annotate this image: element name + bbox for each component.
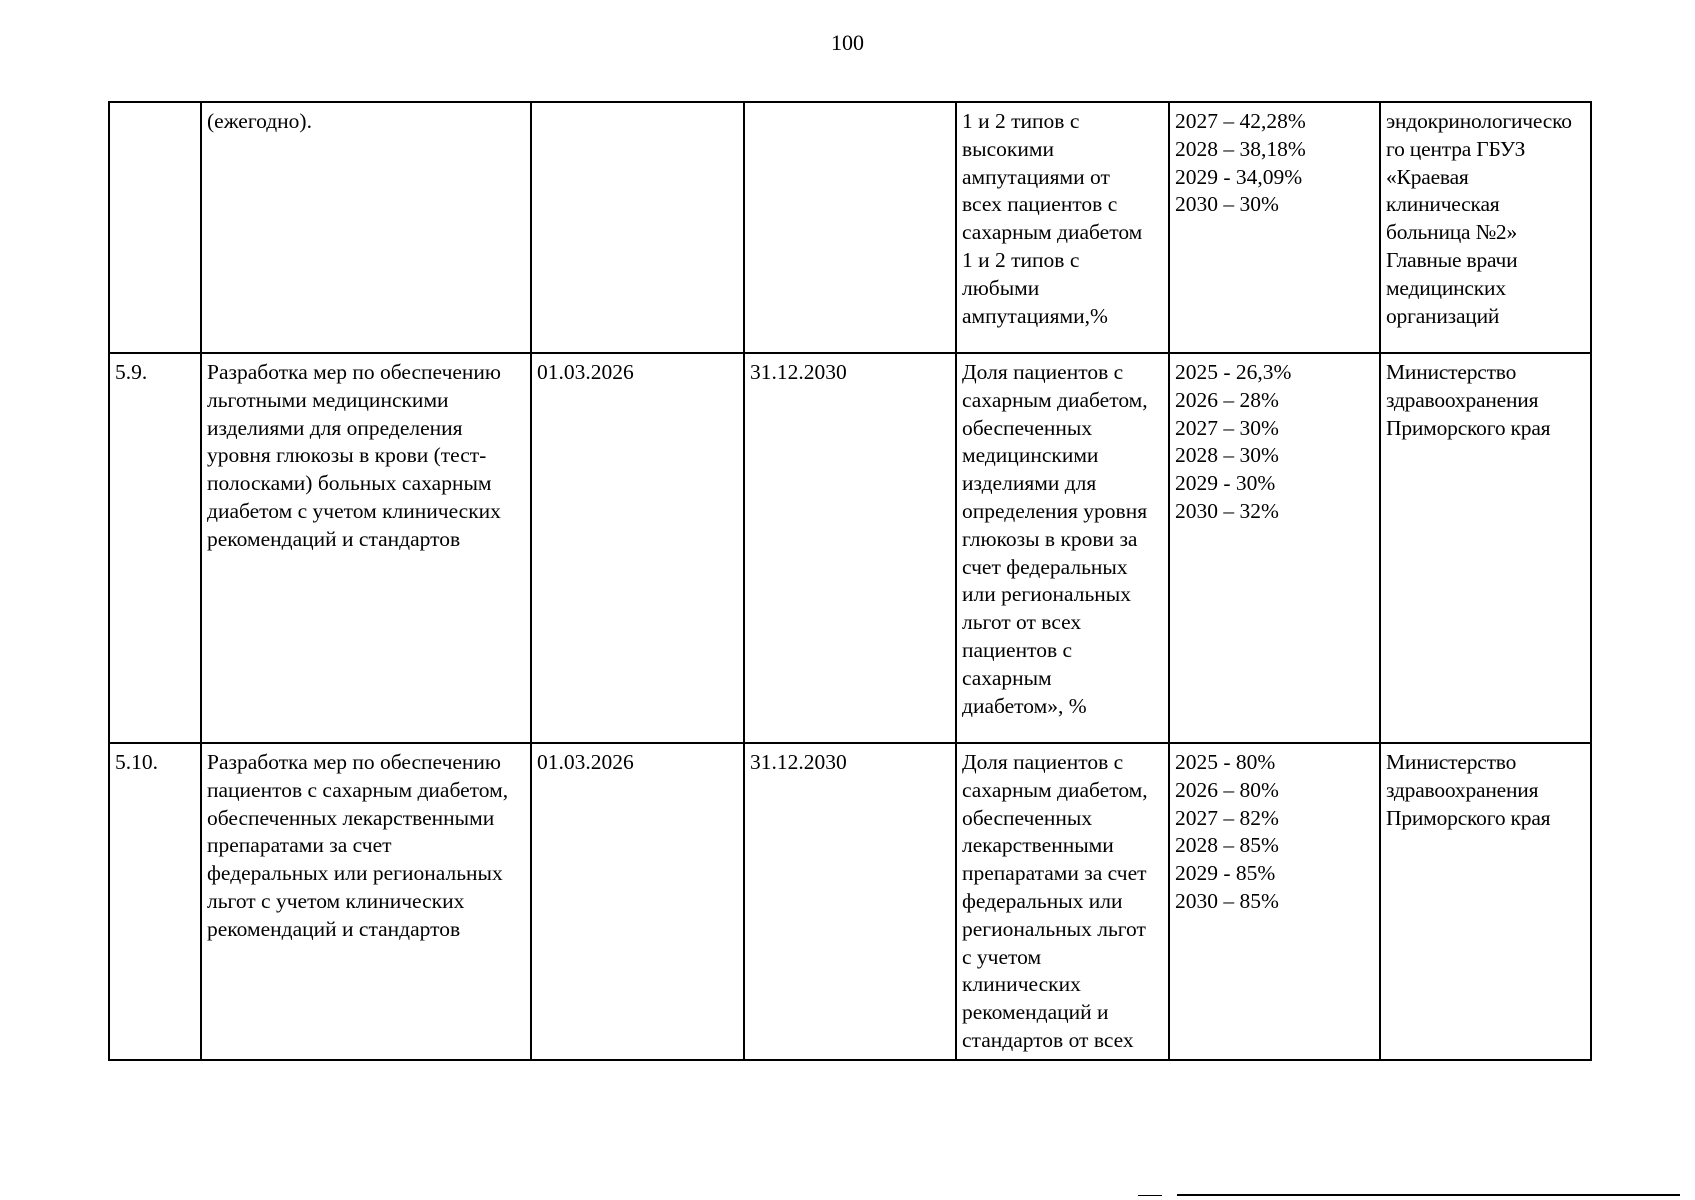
start-date-cell [531,102,744,353]
indicator-cell: Доля пациентов с сахарным диабетом, обеспеченных лекарственными препаратами за счет федеральных или региональных льгот с учетом клинических рекомендаций и стандартов от всех [956,743,1169,1060]
end-date-cell: 31.12.2030 [744,743,956,1060]
indicator-cell: Доля пациентов с сахарным диабетом, обеспеченных медицинскими изделиями для определения уровня глюкозы в крови за счет федеральных или региональных льгот от всех пациентов с сахарным диабетом», % [956,353,1169,743]
footer-rule [1177,1194,1680,1196]
activity-cell: (ежегодно). [201,102,531,353]
table-row [109,743,1591,1060]
footer-dash [1138,1195,1162,1196]
indicator-cell: 1 и 2 типов с высокими ампутациями от всех пациентов с сахарным диабетом 1 и 2 типов с любыми ампутациями,% [956,102,1169,353]
row-number-cell: 5.9. [109,353,201,743]
target-values-cell: 2027 – 42,28% 2028 – 38,18% 2029 - 34,09% 2030 – 30% [1169,102,1380,353]
end-date-cell: 31.12.2030 [744,353,956,743]
responsible-cell: эндокринологическо го центра ГБУЗ «Краевая клиническая больница №2» Главные врачи медицинских организаций [1380,102,1591,353]
activity-cell: Разработка мер по обеспечению пациентов с сахарным диабетом, обеспеченных лекарственными препаратами за счет федеральных или региональных льгот с учетом клинических рекомендаций и стандартов [201,743,531,1060]
page-number: 100 [831,30,864,55]
responsible-cell: Министерство здравоохранения Приморского края [1380,743,1591,1060]
start-date-cell: 01.03.2026 [531,743,744,1060]
target-values-cell: 2025 - 80% 2026 – 80% 2027 – 82% 2028 – 85% 2029 - 85% 2030 – 85% [1169,743,1380,1060]
responsible-cell: Министерство здравоохранения Приморского края [1380,353,1591,743]
start-date-cell: 01.03.2026 [531,353,744,743]
row-number-cell [109,102,201,353]
table-row [109,102,1591,353]
target-values-cell: 2025 - 26,3% 2026 – 28% 2027 – 30% 2028 – 30% 2029 - 30% 2030 – 32% [1169,353,1380,743]
table-row [109,353,1591,743]
end-date-cell [744,102,956,353]
row-number-cell: 5.10. [109,743,201,1060]
activity-cell: Разработка мер по обеспечению льготными медицинскими изделиями для определения уровня глюкозы в крови (тест- полосками) больных сахарным диабетом с учетом клинических рекомендаций и стандартов [201,353,531,743]
measures-table [108,101,1592,1061]
